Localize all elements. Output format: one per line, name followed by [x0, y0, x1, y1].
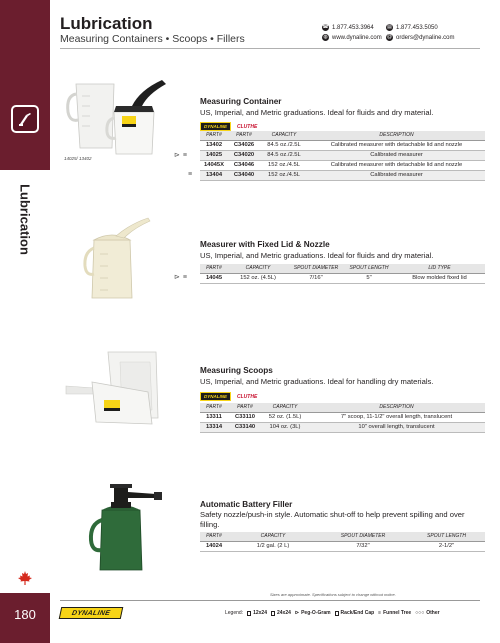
legend-item-peg-o-gram: ⊳ Peg-O-Gram: [294, 610, 331, 616]
dynaline-logo: DYNALINE: [200, 122, 231, 131]
cell-part: 13404: [200, 170, 228, 180]
table-row: [200, 273, 485, 283]
cell-part: 14024: [200, 541, 228, 551]
funnel-tree-icon: ≡: [378, 610, 382, 616]
website-url[interactable]: www.dynaline.com: [332, 34, 382, 41]
cell-description: Calibrated measurer with detachable lid and nozzle: [308, 140, 485, 150]
table-header-row: [200, 403, 485, 412]
funnel-tree-icon: ≡: [188, 171, 193, 178]
cluthe-logo: CLUTHE: [237, 123, 258, 130]
table-header-row: [200, 264, 485, 273]
legend-item-other: ○○○ Other: [415, 610, 440, 616]
legend-item-24x24: 24x24: [271, 610, 291, 616]
cell-part: 13314: [200, 422, 228, 432]
cell-part: 14045X: [200, 160, 228, 170]
section-title-battery-filler: Automatic Battery Filler: [200, 500, 293, 509]
table-row: [200, 150, 485, 160]
image-caption: 14025/ 13402: [64, 156, 92, 161]
page-number: 180: [14, 607, 36, 622]
email-address[interactable]: orders@dynaline.com: [396, 34, 455, 41]
spec-table-battery-filler: [200, 532, 485, 552]
cell-part: 13402: [200, 140, 228, 150]
legend-item-rack-end-cap: Rack/End Cap: [335, 610, 375, 616]
page-subtitle: Measuring Containers • Scoops • Fillers: [60, 33, 245, 45]
col-part: PART#: [200, 403, 228, 412]
table-header-row: [200, 131, 485, 140]
cell-description: 7" scoop, 11-1/2" overall length, translucent: [308, 412, 485, 422]
display-icons-row-13404: [188, 171, 192, 178]
col-spout-length: SPOUT LENGTH: [344, 264, 394, 273]
col-description: DESCRIPTION: [308, 131, 485, 140]
maple-leaf-icon: [17, 570, 33, 586]
peg-o-gram-icon: ⊳: [294, 610, 300, 616]
side-strip-top: [0, 0, 50, 170]
table-row: [200, 170, 485, 180]
legend-label: Legend:: [225, 610, 244, 616]
phone-2: [386, 24, 438, 31]
cell-capacity: 84.5 oz./2.5L: [260, 150, 308, 160]
funnel-tree-icon: ≡: [182, 274, 187, 281]
col-part-2: PART#: [228, 131, 260, 140]
cell-part: 14045: [200, 273, 228, 283]
battery-filler-image: [84, 480, 164, 572]
col-capacity: CAPACITY: [262, 403, 308, 412]
cell-description: Calibrated measurer: [308, 150, 485, 160]
section-title-measuring-scoops: Measuring Scoops: [200, 366, 273, 375]
other-icon: ○○○: [415, 610, 425, 616]
col-part: PART#: [200, 131, 228, 140]
cell-capacity: 1/2 gal. (2 L): [228, 541, 318, 551]
col-lid-type: LID TYPE: [394, 264, 485, 273]
section-desc-battery-filler: Safety nozzle/push-in style. Automatic shut-off to help prevent spilling and over filling.: [200, 510, 465, 529]
section-desc-measuring-container: US, Imperial, and Metric graduations. Ideal for fluids and dry material.: [200, 108, 434, 117]
brand-logos: [200, 122, 257, 131]
phone-icon: ☎: [322, 24, 329, 30]
cell-part-2: C33140: [228, 422, 262, 432]
cell-spout-diameter: 7/32": [318, 541, 408, 551]
legend-item-12x24: 12x24: [247, 610, 267, 616]
cluthe-logo: CLUTHE: [237, 393, 258, 400]
table-row: [200, 412, 485, 422]
display-icons-row-14025: [174, 152, 187, 159]
section-title-fixed-lid-measurer: Measurer with Fixed Lid & Nozzle: [200, 240, 330, 249]
peg-o-gram-icon: ⊳: [174, 152, 180, 159]
cell-part-2: C34026: [228, 140, 260, 150]
section-title-measuring-container: Measuring Container: [200, 97, 282, 106]
email[interactable]: [386, 34, 454, 41]
table-row: [200, 422, 485, 432]
col-capacity: CAPACITY: [228, 264, 288, 273]
shelf-24x24-icon: [271, 611, 275, 616]
at-icon: @: [386, 34, 393, 40]
page-title: Lubrication: [60, 14, 153, 33]
cell-description: Calibrated measurer with detachable lid and nozzle: [308, 160, 485, 170]
spec-table-measuring-container: [200, 131, 485, 181]
side-strip: [0, 0, 50, 643]
table-row: [200, 541, 485, 551]
cell-spout-length: 2-1/2": [408, 541, 485, 551]
spec-table-fixed-lid-measurer: [200, 264, 485, 284]
website[interactable]: [322, 34, 382, 41]
measuring-scoop-image: [64, 348, 164, 432]
cell-description: 10" overall length, translucent: [308, 422, 485, 432]
cell-capacity: 84.5 oz./2.5L: [260, 140, 308, 150]
cell-part-2: C34020: [228, 150, 260, 160]
legend: [225, 610, 440, 616]
col-spout-diameter: SPOUT DIAMETER: [318, 532, 408, 541]
rack-end-cap-icon: [335, 611, 339, 616]
col-capacity: CAPACITY: [228, 532, 318, 541]
cell-capacity: 152 oz./4.5L: [260, 170, 308, 180]
col-capacity: CAPACITY: [260, 131, 308, 140]
fax-icon: ▤: [387, 24, 392, 30]
footer-disclaimer: Sizes are approximate. Specifications subject to change without notice.: [270, 592, 396, 597]
cell-part: 13311: [200, 412, 228, 422]
header-divider: [60, 48, 480, 49]
oil-can-icon: [17, 111, 33, 127]
fixed-lid-measurer-image: [80, 214, 152, 300]
globe-icon: ◍: [323, 34, 328, 40]
footer-divider: [60, 600, 480, 601]
dynaline-logo: DYNALINE: [200, 392, 231, 401]
cell-part-2: C34040: [228, 170, 260, 180]
footer-dynaline-logo: [59, 607, 124, 619]
category-icon-box: [11, 105, 39, 133]
peg-o-gram-icon: ⊳: [174, 274, 180, 281]
section-desc-fixed-lid-measurer: US, Imperial, and Metric graduations. Ideal for fluids and dry material.: [200, 251, 434, 260]
display-icons-row-14045: [174, 274, 187, 281]
table-row: [200, 140, 485, 150]
cell-description: Calibrated measurer: [308, 170, 485, 180]
table-row: [200, 160, 485, 170]
legend-item-funnel-tree: ≡ Funnel Tree: [378, 610, 412, 616]
side-category-label: Lubrication: [17, 184, 33, 255]
col-description: DESCRIPTION: [308, 403, 485, 412]
cell-capacity: 104 oz. (3L): [262, 422, 308, 432]
cell-part-2: C33110: [228, 412, 262, 422]
table-header-row: [200, 532, 485, 541]
cell-spout-diameter: 7/16": [288, 273, 344, 283]
cell-part: 14025: [200, 150, 228, 160]
col-spout-diameter: SPOUT DIAMETER: [288, 264, 344, 273]
phone-1: [322, 24, 374, 31]
col-spout-length: SPOUT LENGTH: [408, 532, 485, 541]
phone-1-number: 1.877.453.3964: [332, 24, 374, 31]
brand-logos: [200, 392, 257, 401]
spec-table-measuring-scoops: [200, 403, 485, 433]
shelf-12x24-icon: [247, 611, 251, 616]
cell-lid-type: Blow molded fixed lid: [394, 273, 485, 283]
funnel-tree-icon: ≡: [182, 152, 187, 159]
col-part-2: PART#: [228, 403, 262, 412]
cell-capacity: 152 oz./4.5L: [260, 160, 308, 170]
col-part: PART#: [200, 532, 228, 541]
footer-logo-text: DYNALINE: [71, 609, 111, 617]
cell-capacity: 152 oz. (4.5L): [228, 273, 288, 283]
cell-spout-length: 5": [344, 273, 394, 283]
cell-capacity: 52 oz. (1.5L): [262, 412, 308, 422]
cell-part-2: C34046: [228, 160, 260, 170]
col-part: PART#: [200, 264, 228, 273]
section-desc-measuring-scoops: US, Imperial, and Metric graduations. Ideal for handling dry materials.: [200, 377, 434, 386]
measuring-container-image: [62, 76, 174, 156]
phone-2-number: 1.877.453.5050: [396, 24, 438, 31]
